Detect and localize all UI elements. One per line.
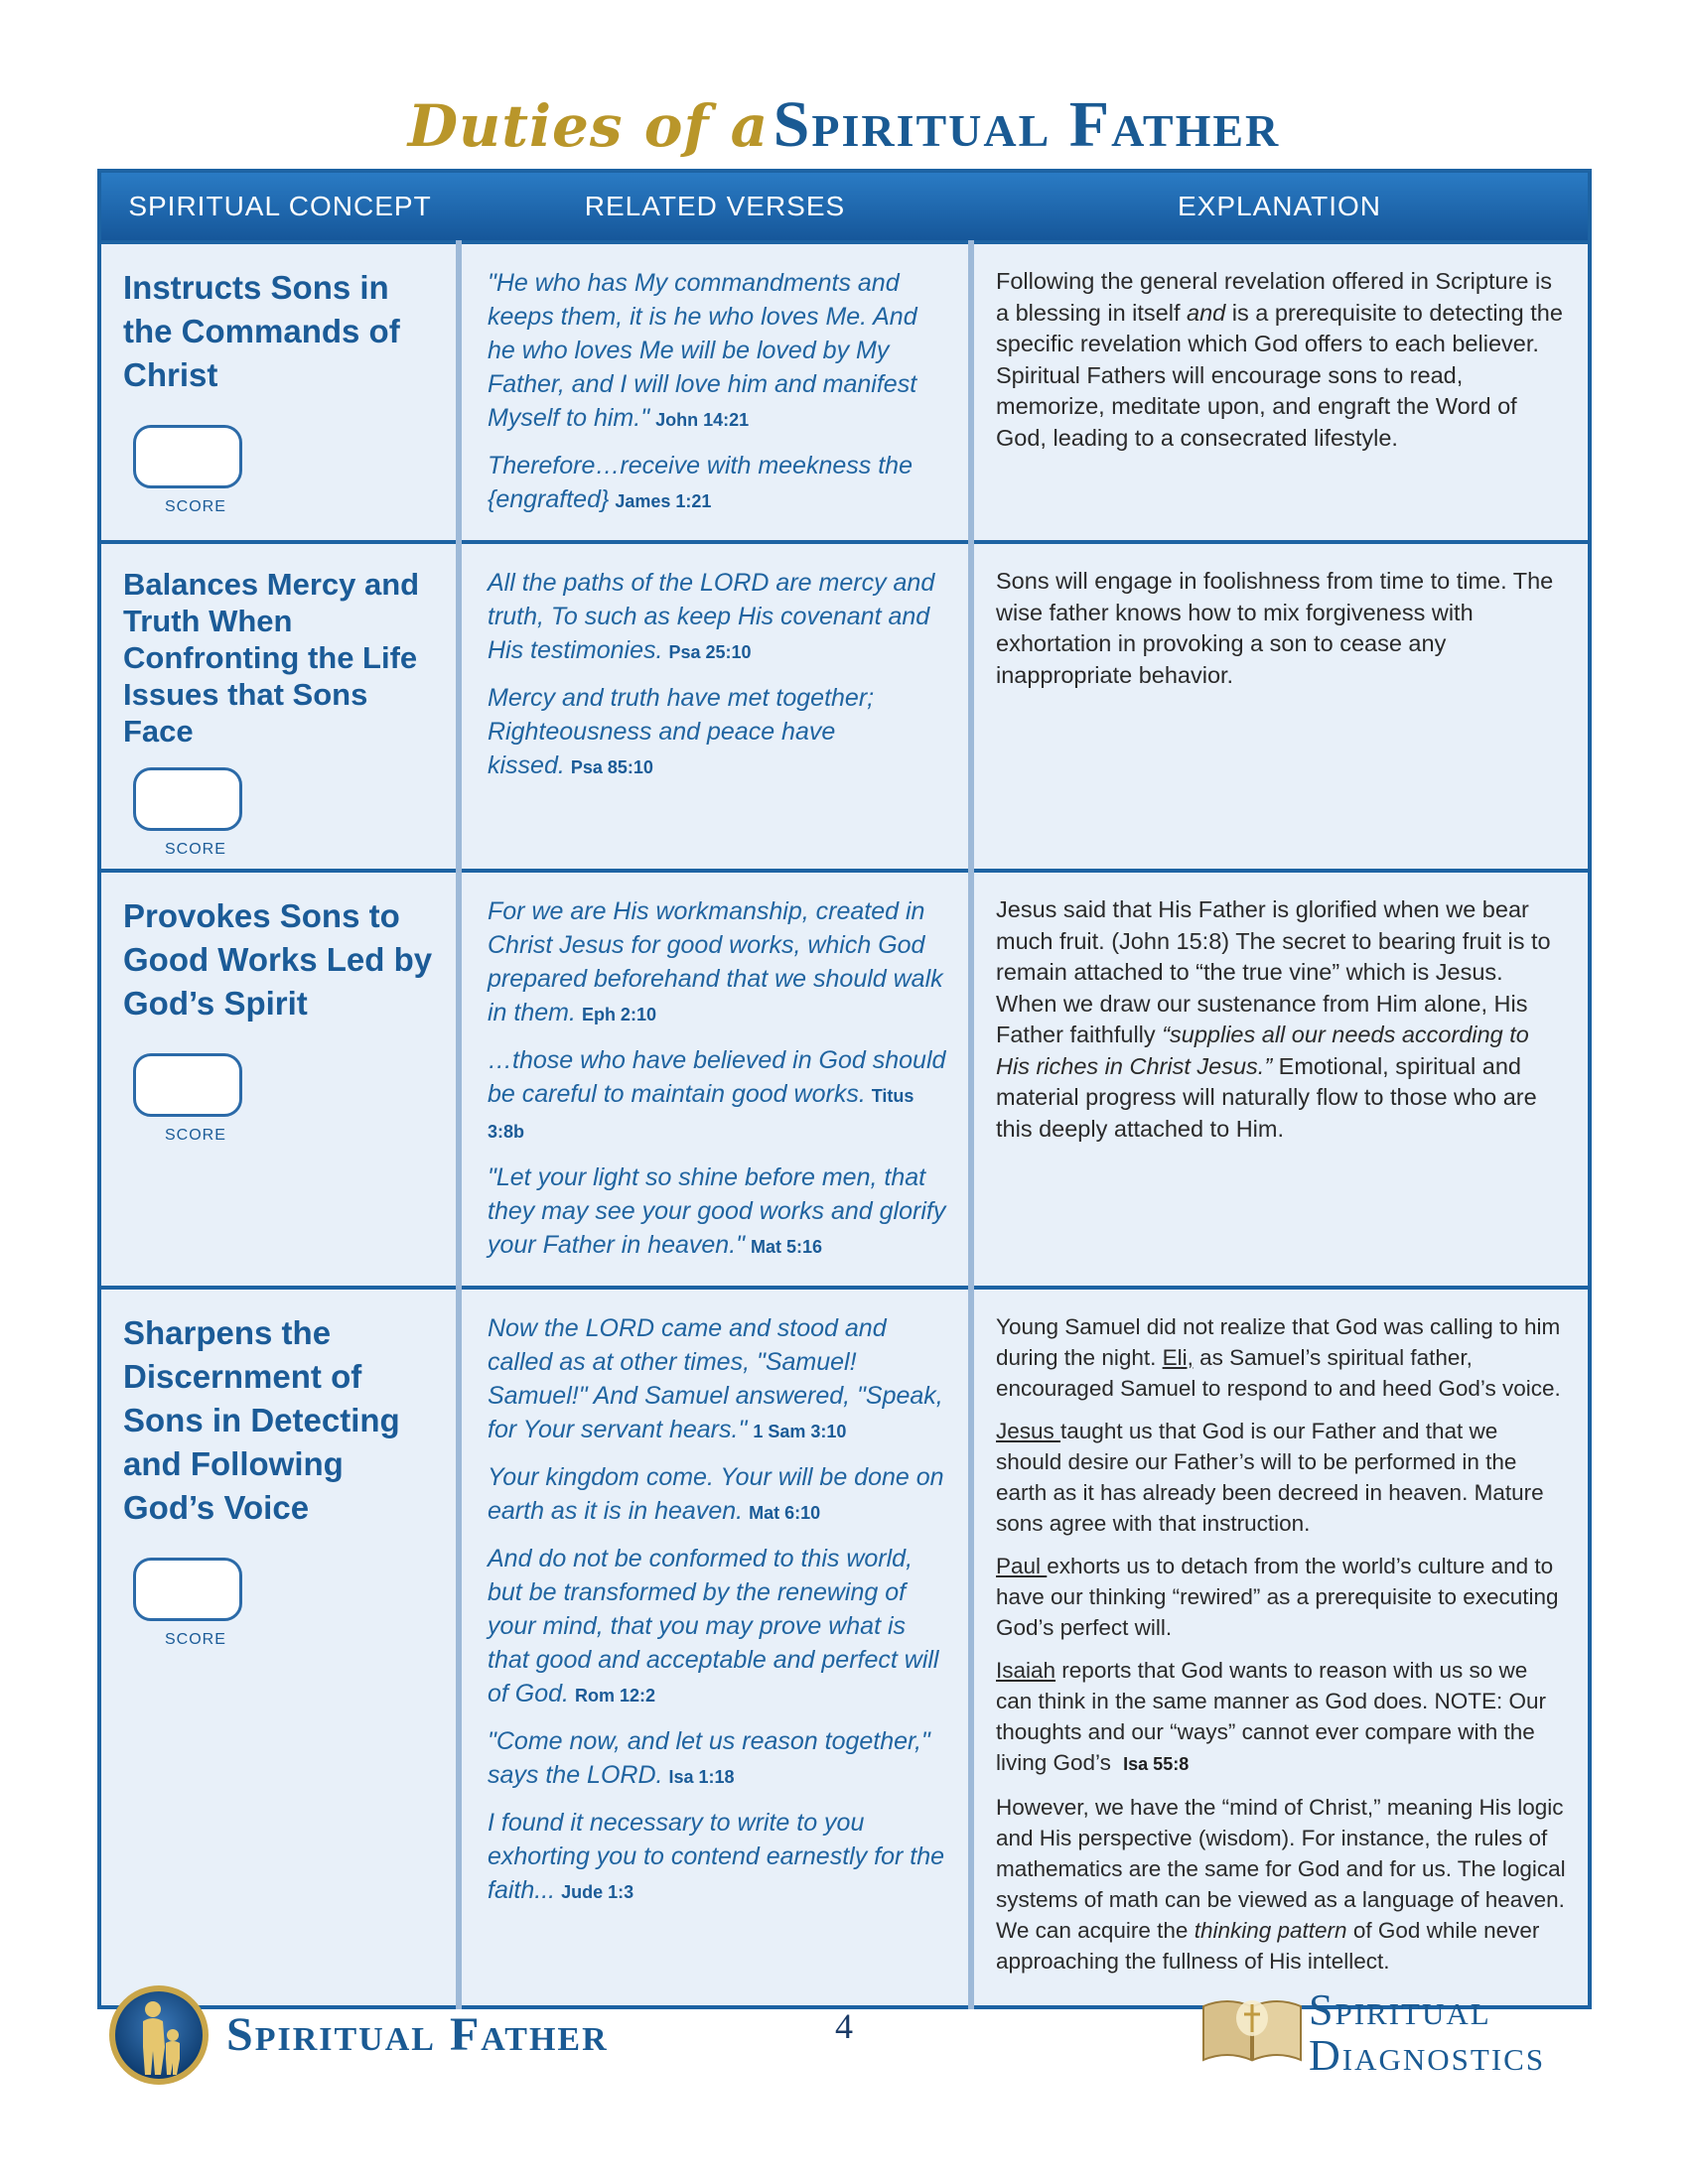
table-row — [99, 871, 1590, 1288]
verse-ref: Psa 85:10 — [570, 757, 653, 777]
verse-ref: John 14:21 — [655, 410, 750, 430]
title-part-1: Duties of a — [407, 92, 770, 160]
father-and-son-silhouette-icon — [107, 1983, 211, 2087]
explanation-text: Sons will engage in foolishness from time to time. The wise father knows how to mix forgiveness with exhortation in provoking a son to cease any inappropriate behavior. — [996, 568, 1554, 688]
verse-ref: Mat 6:10 — [749, 1503, 821, 1523]
verse-ref: James 1:21 — [615, 491, 712, 511]
verses-cell — [459, 242, 971, 542]
diagnostics-line-1: Spiritual — [1309, 1985, 1491, 2034]
verse-ref: Titus 3:8b — [488, 1086, 914, 1142]
verse: I found it necessary to write to you exhorting you to contend earnestly for the faith... Jude 1:3 — [488, 1809, 945, 1904]
concept-title: Instructs Sons in the Commands of Christ — [123, 269, 400, 393]
concept-cell — [99, 1288, 459, 2007]
table-row — [99, 1288, 1590, 2007]
verse: "Let your light so shine before men, that they may see your good works and glorify your Father in heaven." Mat 5:16 — [488, 1163, 946, 1259]
verse-ref: 1 Sam 3:10 — [753, 1422, 847, 1441]
verse: For we are His workmanship, created in Christ Jesus for good works, which God prepared beforehand that we should walk in them. Eph 2:10 — [488, 897, 943, 1026]
verse-ref: Jude 1:3 — [561, 1882, 634, 1902]
header-explanation: EXPLANATION — [971, 171, 1590, 242]
footer-brand: Spiritual Father — [226, 2008, 609, 2061]
verses-cell — [459, 542, 971, 871]
concept-cell — [99, 871, 459, 1288]
score-input[interactable] — [133, 1053, 242, 1117]
verse: Mercy and truth have met together; Righteousness and peace have kissed. Psa 85:10 — [488, 684, 875, 779]
verse-ref: Isa 55:8 — [1123, 1754, 1190, 1774]
explanation-cell — [971, 242, 1590, 542]
explanation-cell — [971, 871, 1590, 1288]
table-header-row — [99, 171, 1590, 242]
score-label: SCORE — [165, 1631, 226, 1648]
verse-ref: Rom 12:2 — [575, 1686, 656, 1706]
explanation-text: Paul exhorts us to detach from the world’s culture and to have our thinking “rewired” as a prerequisite to executing God’s perfect will. — [996, 1554, 1559, 1640]
verse: "Come now, and let us reason together," says the LORD. Isa 1:18 — [488, 1727, 930, 1789]
table-row — [99, 542, 1590, 871]
explanation-text: However, we have the “mind of Christ,” meaning His logic and His perspective (wisdom). For instance, the rules of mathematics are the same for God and for us. The logical systems of math can be viewed as a language of heaven. We can acquire the thinking pattern of God while never approaching the fullness of His intellect. — [996, 1795, 1566, 1974]
explanation-text: Following the general revelation offered in Scripture is a blessing in itself and is a prerequisite to detecting the specific revelation which God offers to each believer. Spiritual Fathers will encourage sons to read, memorize, meditate upon, and engraft the Word of God, leading to a consecrated lifestyle. — [996, 268, 1563, 451]
explanation-cell — [971, 1288, 1590, 2007]
verse-ref: Isa 1:18 — [668, 1767, 735, 1787]
diagnostics-line-2: Diagnostics — [1309, 2031, 1546, 2080]
page-title — [0, 87, 1688, 163]
verse: Now the LORD came and stood and called as at other times, "Samuel! Samuel!" And Samuel answered, "Speak, for Your servant hears." 1 Sam 3:10 — [488, 1314, 943, 1443]
explanation-text: Jesus said that His Father is glorified when we bear much fruit. (John 15:8) The secret to bearing fruit is to remain attached to “the true vine” which is Jesus. When we draw our sustenance from Him alone, His Father faithfully “supplies all our needs according to His riches in Christ Jesus.” Emotional, spiritual and material progress will naturally flow to those who are this deeply attached to Him. — [996, 896, 1551, 1142]
verse: All the paths of the LORD are mercy and truth, To such as keep His covenant and His testimonies. Psa 25:10 — [488, 569, 935, 664]
score-label: SCORE — [165, 1127, 226, 1144]
concept-title: Provokes Sons to Good Works Led by God’s Spirit — [123, 897, 433, 1022]
verse: …those who have believed in God should be careful to maintain good works. Titus 3:8b — [488, 1046, 946, 1142]
concept-cell — [99, 542, 459, 871]
header-concept: SPIRITUAL CONCEPT — [99, 171, 459, 242]
table-row — [99, 242, 1590, 542]
diagnostics-brand — [1309, 1987, 1545, 2079]
explanation-text: Young Samuel did not realize that God was calling to him during the night. Eli, as Samuel’s spiritual father, encouraged Samuel to respond to and heed God’s voice. — [996, 1314, 1561, 1401]
concept-title: Balances Mercy and Truth When Confronting the Life Issues that Sons Face — [123, 567, 420, 749]
verse-ref: Eph 2:10 — [581, 1005, 656, 1024]
explanation-text: Isaiah reports that God wants to reason with us so we can think in the same manner as God does. NOTE: Our thoughts and our “ways” cannot ever compare with the living God’s Isa 55:8 — [996, 1658, 1547, 1775]
verse-ref: Mat 5:16 — [751, 1237, 823, 1257]
verse: Therefore…receive with meekness the {engrafted} James 1:21 — [488, 452, 913, 513]
verse: Your kingdom come. Your will be done on earth as it is in heaven. Mat 6:10 — [488, 1463, 944, 1525]
score-input[interactable] — [133, 767, 242, 831]
score-label: SCORE — [165, 841, 226, 858]
explanation-cell — [971, 542, 1590, 871]
concept-title: Sharpens the Discernment of Sons in Detecting and Following God’s Voice — [123, 1314, 400, 1526]
score-input[interactable] — [133, 1558, 242, 1621]
explanation-text: Jesus taught us that God is our Father and that we should desire our Father’s will to be performed in the earth as it has already been decreed in heaven. Mature sons agree with that instruction. — [996, 1419, 1544, 1536]
verses-cell — [459, 1288, 971, 2007]
header-verses: RELATED VERSES — [459, 171, 971, 242]
duties-table — [97, 169, 1592, 2009]
open-bible-icon — [1199, 1988, 1305, 2066]
page-number: 4 — [835, 2006, 853, 2046]
verse: And do not be conformed to this world, but be transformed by the renewing of your mind, that you may prove what is that good and acceptable and perfect will of God. Rom 12:2 — [488, 1545, 939, 1707]
concept-cell — [99, 242, 459, 542]
verse-ref: Psa 25:10 — [668, 642, 752, 662]
verse: "He who has My commandments and keeps them, it is he who loves Me. And he who loves Me will be loved by My Father, and I will love him and manifest Myself to him." John 14:21 — [488, 269, 917, 432]
title-part-2: Spiritual Father — [773, 88, 1281, 161]
score-input[interactable] — [133, 425, 242, 488]
verses-cell — [459, 871, 971, 1288]
score-label: SCORE — [165, 498, 226, 515]
